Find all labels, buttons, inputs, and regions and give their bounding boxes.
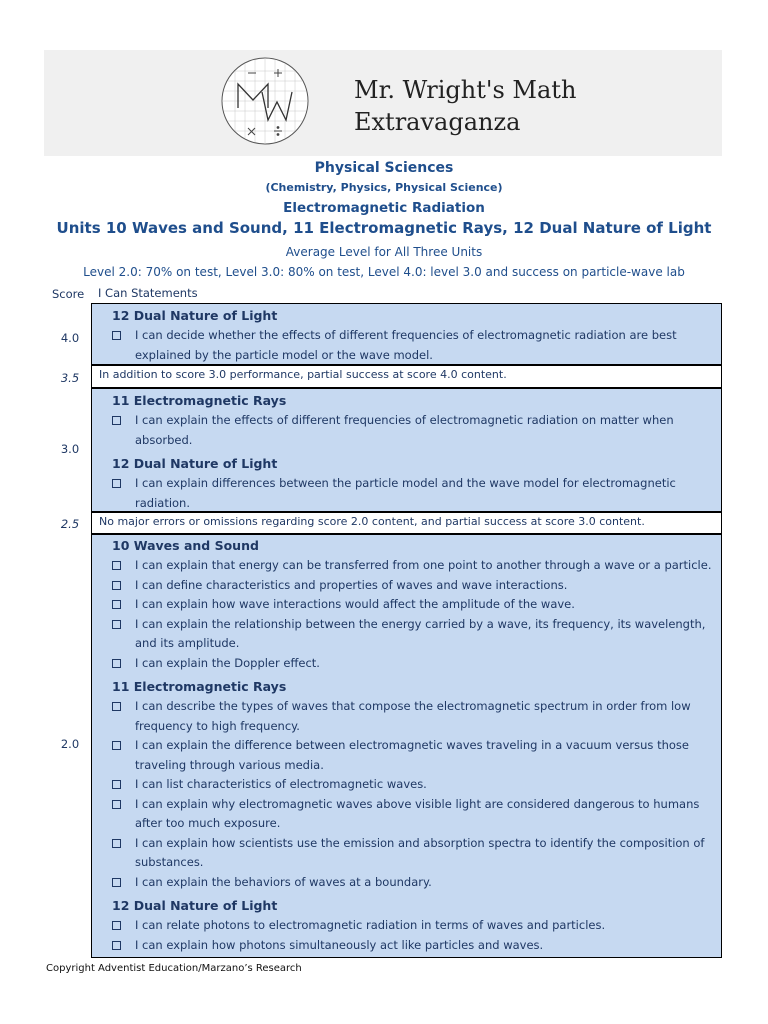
checkbox-icon	[112, 839, 121, 848]
unit-heading: 11 Electromagnetic Rays	[112, 679, 287, 694]
checkbox-icon	[112, 581, 121, 590]
unit-heading: 12 Dual Nature of Light	[112, 898, 278, 913]
score-column-header: Score	[52, 287, 85, 301]
i-can-statement: I can explain why electromagnetic waves above visible light are considered dangerous to humans after too much exposure.	[112, 795, 717, 834]
checkbox-icon	[112, 780, 121, 789]
checkbox-icon	[112, 878, 121, 887]
checkbox-icon	[112, 659, 121, 668]
checkbox-icon	[112, 600, 121, 609]
checkbox-icon	[112, 800, 121, 809]
average-note: Average Level for All Three Units	[285, 245, 483, 259]
checkbox-icon	[112, 479, 121, 488]
brand-title	[354, 74, 576, 138]
score-label-4-0: 4.0	[60, 331, 80, 345]
score-row-3-0	[91, 388, 722, 512]
units-title: Units 10 Waves and Sound, 11 Electromagnetic Rays, 12 Dual Nature of Light	[56, 219, 712, 237]
unit-heading: 11 Electromagnetic Rays	[112, 393, 287, 408]
statements-column-header: I Can Statements	[98, 286, 198, 300]
brand-line-2: Extravaganza	[354, 108, 521, 136]
copyright-footer: Copyright Adventist Education/Marzano’s Research	[46, 963, 302, 974]
brand-line-1: Mr. Wright's Math	[354, 76, 577, 104]
topic-title: Electromagnetic Radiation	[283, 200, 485, 216]
i-can-statement: I can define characteristics and properties of waves and wave interactions.	[112, 576, 717, 596]
checkbox-icon	[112, 941, 121, 950]
i-can-statement: I can explain how scientists use the emission and absorption spectra to identify the composition of substances.	[112, 834, 717, 873]
score-label-3-5: 3.5	[60, 371, 80, 385]
score-row-2-0	[91, 534, 722, 958]
checkbox-icon	[112, 331, 121, 340]
i-can-statement: I can relate photons to electromagnetic radiation in terms of waves and particles.	[112, 916, 717, 936]
checkbox-icon	[112, 921, 121, 930]
unit-heading: 12 Dual Nature of Light	[112, 456, 278, 471]
checkbox-icon	[112, 416, 121, 425]
i-can-statement: I can explain the behaviors of waves at a boundary.	[112, 873, 717, 893]
levels-note: Level 2.0: 70% on test, Level 3.0: 80% on test, Level 4.0: level 3.0 and success on particle-wave lab	[83, 265, 685, 279]
checkbox-icon	[112, 741, 121, 750]
score-row-4-0	[91, 303, 722, 365]
i-can-statement: I can explain how photons simultaneously act like particles and waves.	[112, 936, 717, 956]
score-label-2-5: 2.5	[60, 517, 80, 531]
i-can-statement: I can describe the types of waves that compose the electromagnetic spectrum in order from low frequency to high frequency.	[112, 697, 717, 736]
unit-heading: 12 Dual Nature of Light	[112, 308, 278, 323]
checkbox-icon	[112, 702, 121, 711]
i-can-statement: I can explain the effects of different frequencies of electromagnetic radiation on matter when absorbed.	[112, 411, 717, 450]
i-can-statement: I can explain the Doppler effect.	[112, 654, 717, 674]
checkbox-icon	[112, 561, 121, 570]
i-can-statement: I can decide whether the effects of different frequencies of electromagnetic radiation are best explained by the particle model or the wave model.	[112, 326, 717, 365]
i-can-statement: I can list characteristics of electromagnetic waves.	[112, 775, 717, 795]
i-can-statement: I can explain how wave interactions would affect the amplitude of the wave.	[112, 595, 717, 615]
i-can-statement: I can explain differences between the particle model and the wave model for electromagnetic radiation.	[112, 474, 717, 513]
score-row-2-5	[91, 512, 722, 534]
unit-heading: 10 Waves and Sound	[112, 538, 259, 553]
subject-detail: (Chemistry, Physics, Physical Science)	[265, 181, 503, 194]
checkbox-icon	[112, 620, 121, 629]
logo-icon	[220, 56, 310, 146]
i-can-statement: I can explain that energy can be transferred from one point to another through a wave or a particle.	[112, 556, 717, 576]
subject-title: Physical Sciences	[314, 160, 454, 176]
score-row-3-5	[91, 365, 722, 388]
score-note: No major errors or omissions regarding score 2.0 content, and partial success at score 3.0 content.	[99, 515, 645, 528]
i-can-statement: I can explain the difference between electromagnetic waves traveling in a vacuum versus those traveling through various media.	[112, 736, 717, 775]
score-note: In addition to score 3.0 performance, partial success at score 4.0 content.	[99, 368, 507, 381]
score-label-3-0: 3.0	[60, 442, 80, 456]
score-label-2-0: 2.0	[60, 737, 80, 751]
i-can-statement: I can explain the relationship between the energy carried by a wave, its frequency, its wavelength, and its amplitude.	[112, 615, 717, 654]
